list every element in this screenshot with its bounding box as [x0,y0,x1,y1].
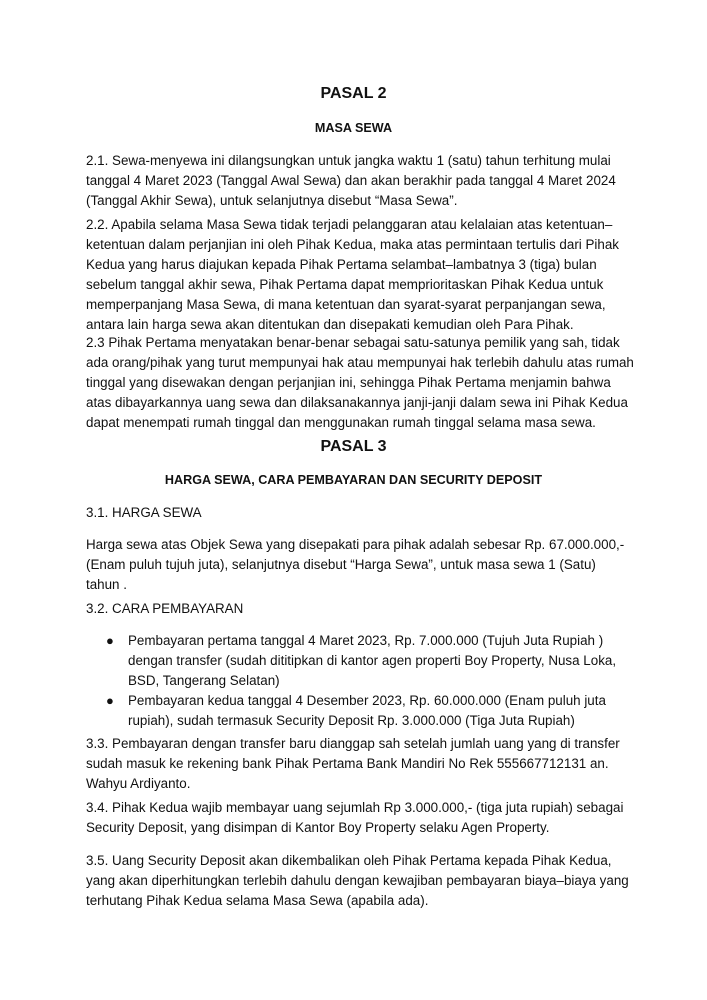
paragraph-3-1 [86,535,626,595]
paragraph-line: terhutang Pihak Kedua selama Masa Sewa (apabila ada). [86,893,429,908]
heading-3-2: 3.2. CARA PEMBAYARAN [86,601,244,616]
paragraph-line: tahun . [86,577,127,592]
list-line: Pembayaran kedua tanggal 4 Desember 2023, Rp. 60.000.000 (Enam puluh juta [128,693,606,708]
list-line: rupiah), sudah termasuk Security Deposit Rp. 3.000.000 (Tiga Juta Rupiah) [128,713,575,728]
list-item [104,691,624,731]
paragraph-line: tanggal 4 Maret 2023 (Tanggal Awal Sewa) dan akan berakhir pada tanggal 4 Maret 2024 [86,173,616,188]
paragraph-line: Kedua yang harus diajukan kepada Pihak Pertama selambat–lambatnya 3 (tiga) bulan [86,257,597,272]
paragraph-line: 2.1. Sewa-menyewa ini dilangsungkan untuk jangka waktu 1 (satu) tahun terhitung mulai [86,153,611,168]
bullet-icon: ● [106,633,114,648]
paragraph-3-4 [86,798,626,838]
paragraph-line: ada orang/pihak yang turut mempunyai hak atau mempunyai hak terlebih dahulu atas rumah [86,355,634,370]
bullet-icon: ● [106,693,114,708]
paragraph-line: Wahyu Ardiyanto. [86,776,191,791]
paragraph-line: ketentuan dalam perjanjian ini oleh Pihak Kedua, maka atas permintaan tertulis dari Pihak [86,237,619,252]
paragraph-2-1 [86,151,626,211]
paragraph-line: (Enam puluh tujuh juta), selanjutnya disebut “Harga Sewa”, untuk masa sewa 1 (Satu) [86,557,596,572]
paragraph-line: atas dibayarkannya uang sewa dan dilaksanakannya janji-janji dalam sewa ini Pihak Kedua [86,395,628,410]
list-item [104,631,624,691]
payment-list [104,631,624,731]
paragraph-line: Security Deposit, yang disimpan di Kantor Boy Property selaku Agen Property. [86,820,550,835]
paragraph-2-3 [86,333,634,433]
paragraph-line: tinggal yang disewakan dengan perjanjian ini, sehingga Pihak Pertama menjamin bahwa [86,375,611,390]
pasal-2-subtitle: MASA SEWA [314,121,393,135]
paragraph-2-2 [86,215,626,335]
paragraph-line: (Tanggal Akhir Sewa), untuk selanjutnya disebut “Masa Sewa”. [86,193,458,208]
paragraph-line: 3.3. Pembayaran dengan transfer baru dianggap sah setelah jumlah uang yang di transfer [86,736,620,751]
heading-3-1: 3.1. HARGA SEWA [86,505,202,520]
paragraph-line: Harga sewa atas Objek Sewa yang disepakati para pihak adalah sebesar Rp. 67.000.000,- [86,537,625,552]
list-line: Pembayaran pertama tanggal 4 Maret 2023, Rp. 7.000.000 (Tujuh Juta Rupiah ) [128,633,604,648]
paragraph-line: memperpanjang Masa Sewa, di mana ketentuan dan syarat-syarat perpanjangan sewa, [86,297,606,312]
list-line: BSD, Tangerang Selatan) [128,673,280,688]
paragraph-line: 3.4. Pihak Kedua wajib membayar uang sejumlah Rp 3.000.000,- (tiga juta rupiah) sebagai [86,800,624,815]
paragraph-line: 2.3 Pihak Pertama menyatakan benar-benar sebagai satu-satunya pemilik yang sah, tidak [86,335,620,350]
paragraph-line: sebelum tanggal akhir sewa, Pihak Pertama dapat memprioritaskan Pihak Kedua untuk [86,277,604,292]
pasal-3-subtitle: HARGA SEWA, CARA PEMBAYARAN DAN SECURITY DEPOSIT [164,473,543,487]
paragraph-line: antara lain harga sewa akan ditentukan dan disepakati kemudian oleh Para Pihak. [86,317,574,332]
paragraph-line: dapat menempati rumah tinggal dan menggunakan rumah tinggal selama masa sewa. [86,415,596,430]
paragraph-line: sudah masuk ke rekening bank Pihak Pertama Bank Mandiri No Rek 555667712131 an. [86,756,609,771]
list-line: dengan transfer (sudah dititipkan di kantor agen properti Boy Property, Nusa Loka, [128,653,617,668]
paragraph-line: yang akan diperhitungkan terlebih dahulu dengan kewajiban pembayaran biaya–biaya yang [86,873,629,888]
pasal-3-title: PASAL 3 [320,438,387,455]
paragraph-line: 2.2. Apabila selama Masa Sewa tidak terjadi pelanggaran atau kelalaian atas ketentuan– [86,217,613,232]
paragraph-3-3 [86,734,626,794]
paragraph-line: 3.5. Uang Security Deposit akan dikembalikan oleh Pihak Pertama kepada Pihak Kedua, [86,853,612,868]
paragraph-3-5 [86,851,629,911]
pasal-2-title: PASAL 2 [320,85,387,102]
